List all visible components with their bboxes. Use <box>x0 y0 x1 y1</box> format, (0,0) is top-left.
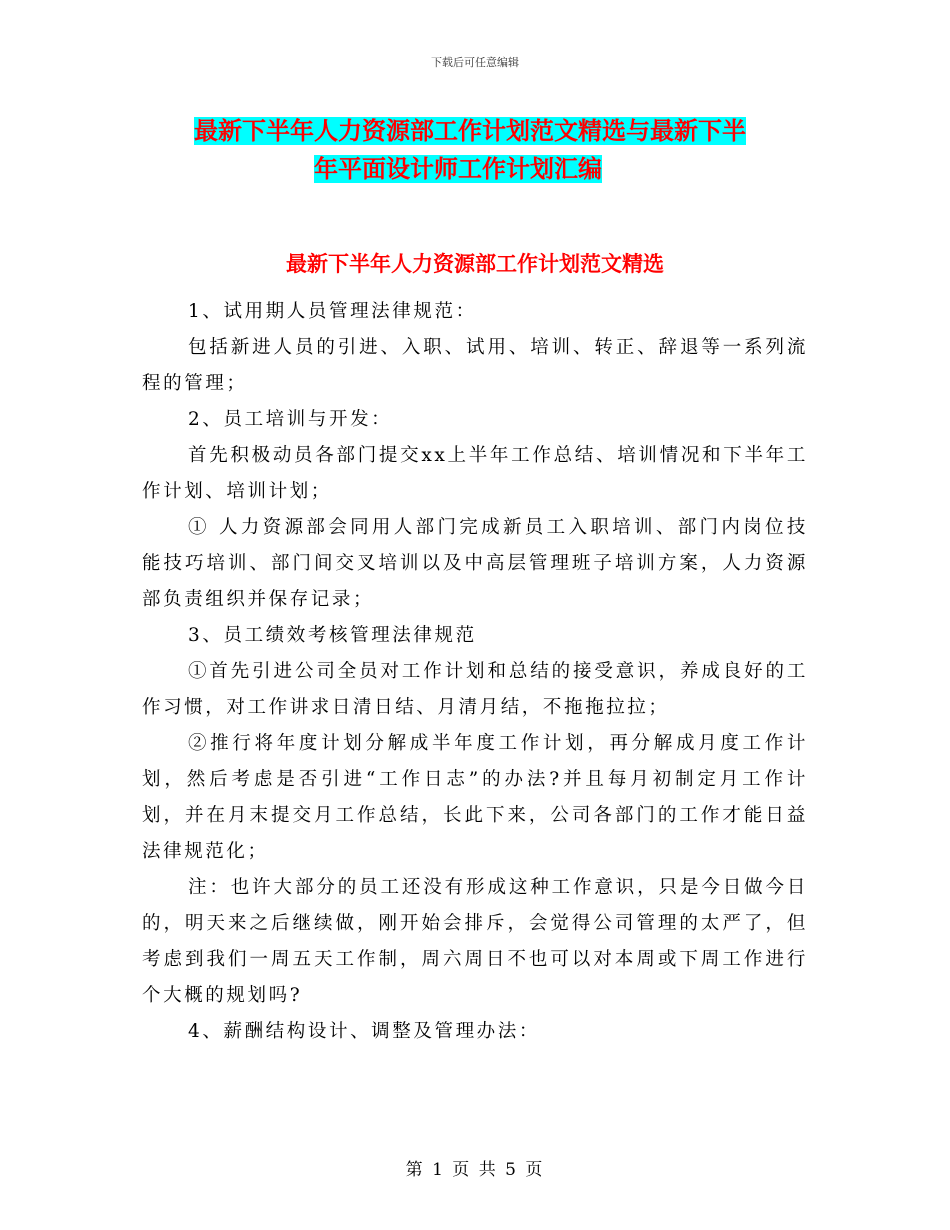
paragraph: ①首先引进公司全员对工作计划和总结的接受意识，养成良好的工作习惯，对工作讲求日清日结、月清月结，不拖拖拉拉； <box>142 661 808 718</box>
document-body <box>142 294 808 1050</box>
paragraph: 3、员工绩效考核管理法律规范 <box>188 625 477 646</box>
paragraph: 4、薪酬结构设计、调整及管理办法： <box>188 1021 540 1042</box>
paragraph: 2、员工培训与开发： <box>188 409 393 430</box>
header-note: 下载后可任意编辑 <box>431 56 519 69</box>
paragraph: ②推行将年度计划分解成半年度工作计划，再分解成月度工作计划，然后考虑是否引进“工作日志”的办法?并且每月初制定月工作计划，并在月末提交月工作总结，长此下来，公司各部门的工作才能日益法律规范化； <box>142 733 808 862</box>
document-title-line-2: 年平面设计师工作计划汇编 <box>314 155 602 183</box>
page-footer: 第 1 页 共 5 页 <box>405 1160 545 1180</box>
section-title: 最新下半年人力资源部工作计划范文精选 <box>286 252 664 276</box>
paragraph: ① 人力资源部会同用人部门完成新员工入职培训、部门内岗位技能技巧培训、部门间交叉培训以及中高层管理班子培训方案，人力资源部负责组织并保存记录； <box>142 517 808 610</box>
document-title-line-1: 最新下半年人力资源部工作计划范文精选与最新下半 <box>194 117 746 145</box>
paragraph: 1、试用期人员管理法律规范： <box>188 301 477 322</box>
paragraph: 包括新进人员的引进、入职、试用、培训、转正、辞退等一系列流程的管理； <box>142 337 808 394</box>
paragraph: 注：也许大部分的员工还没有形成这种工作意识，只是今日做今日的，明天来之后继续做，刚开始会排斥，会觉得公司管理的太严了，但考虑到我们一周五天工作制，周六周日不也可以对本周或下周工作进行个大概的规划吗? <box>142 877 808 1006</box>
paragraph: 首先积极动员各部门提交xx上半年工作总结、培训情况和下半年工作计划、培训计划； <box>142 445 808 502</box>
document-title <box>140 112 820 188</box>
